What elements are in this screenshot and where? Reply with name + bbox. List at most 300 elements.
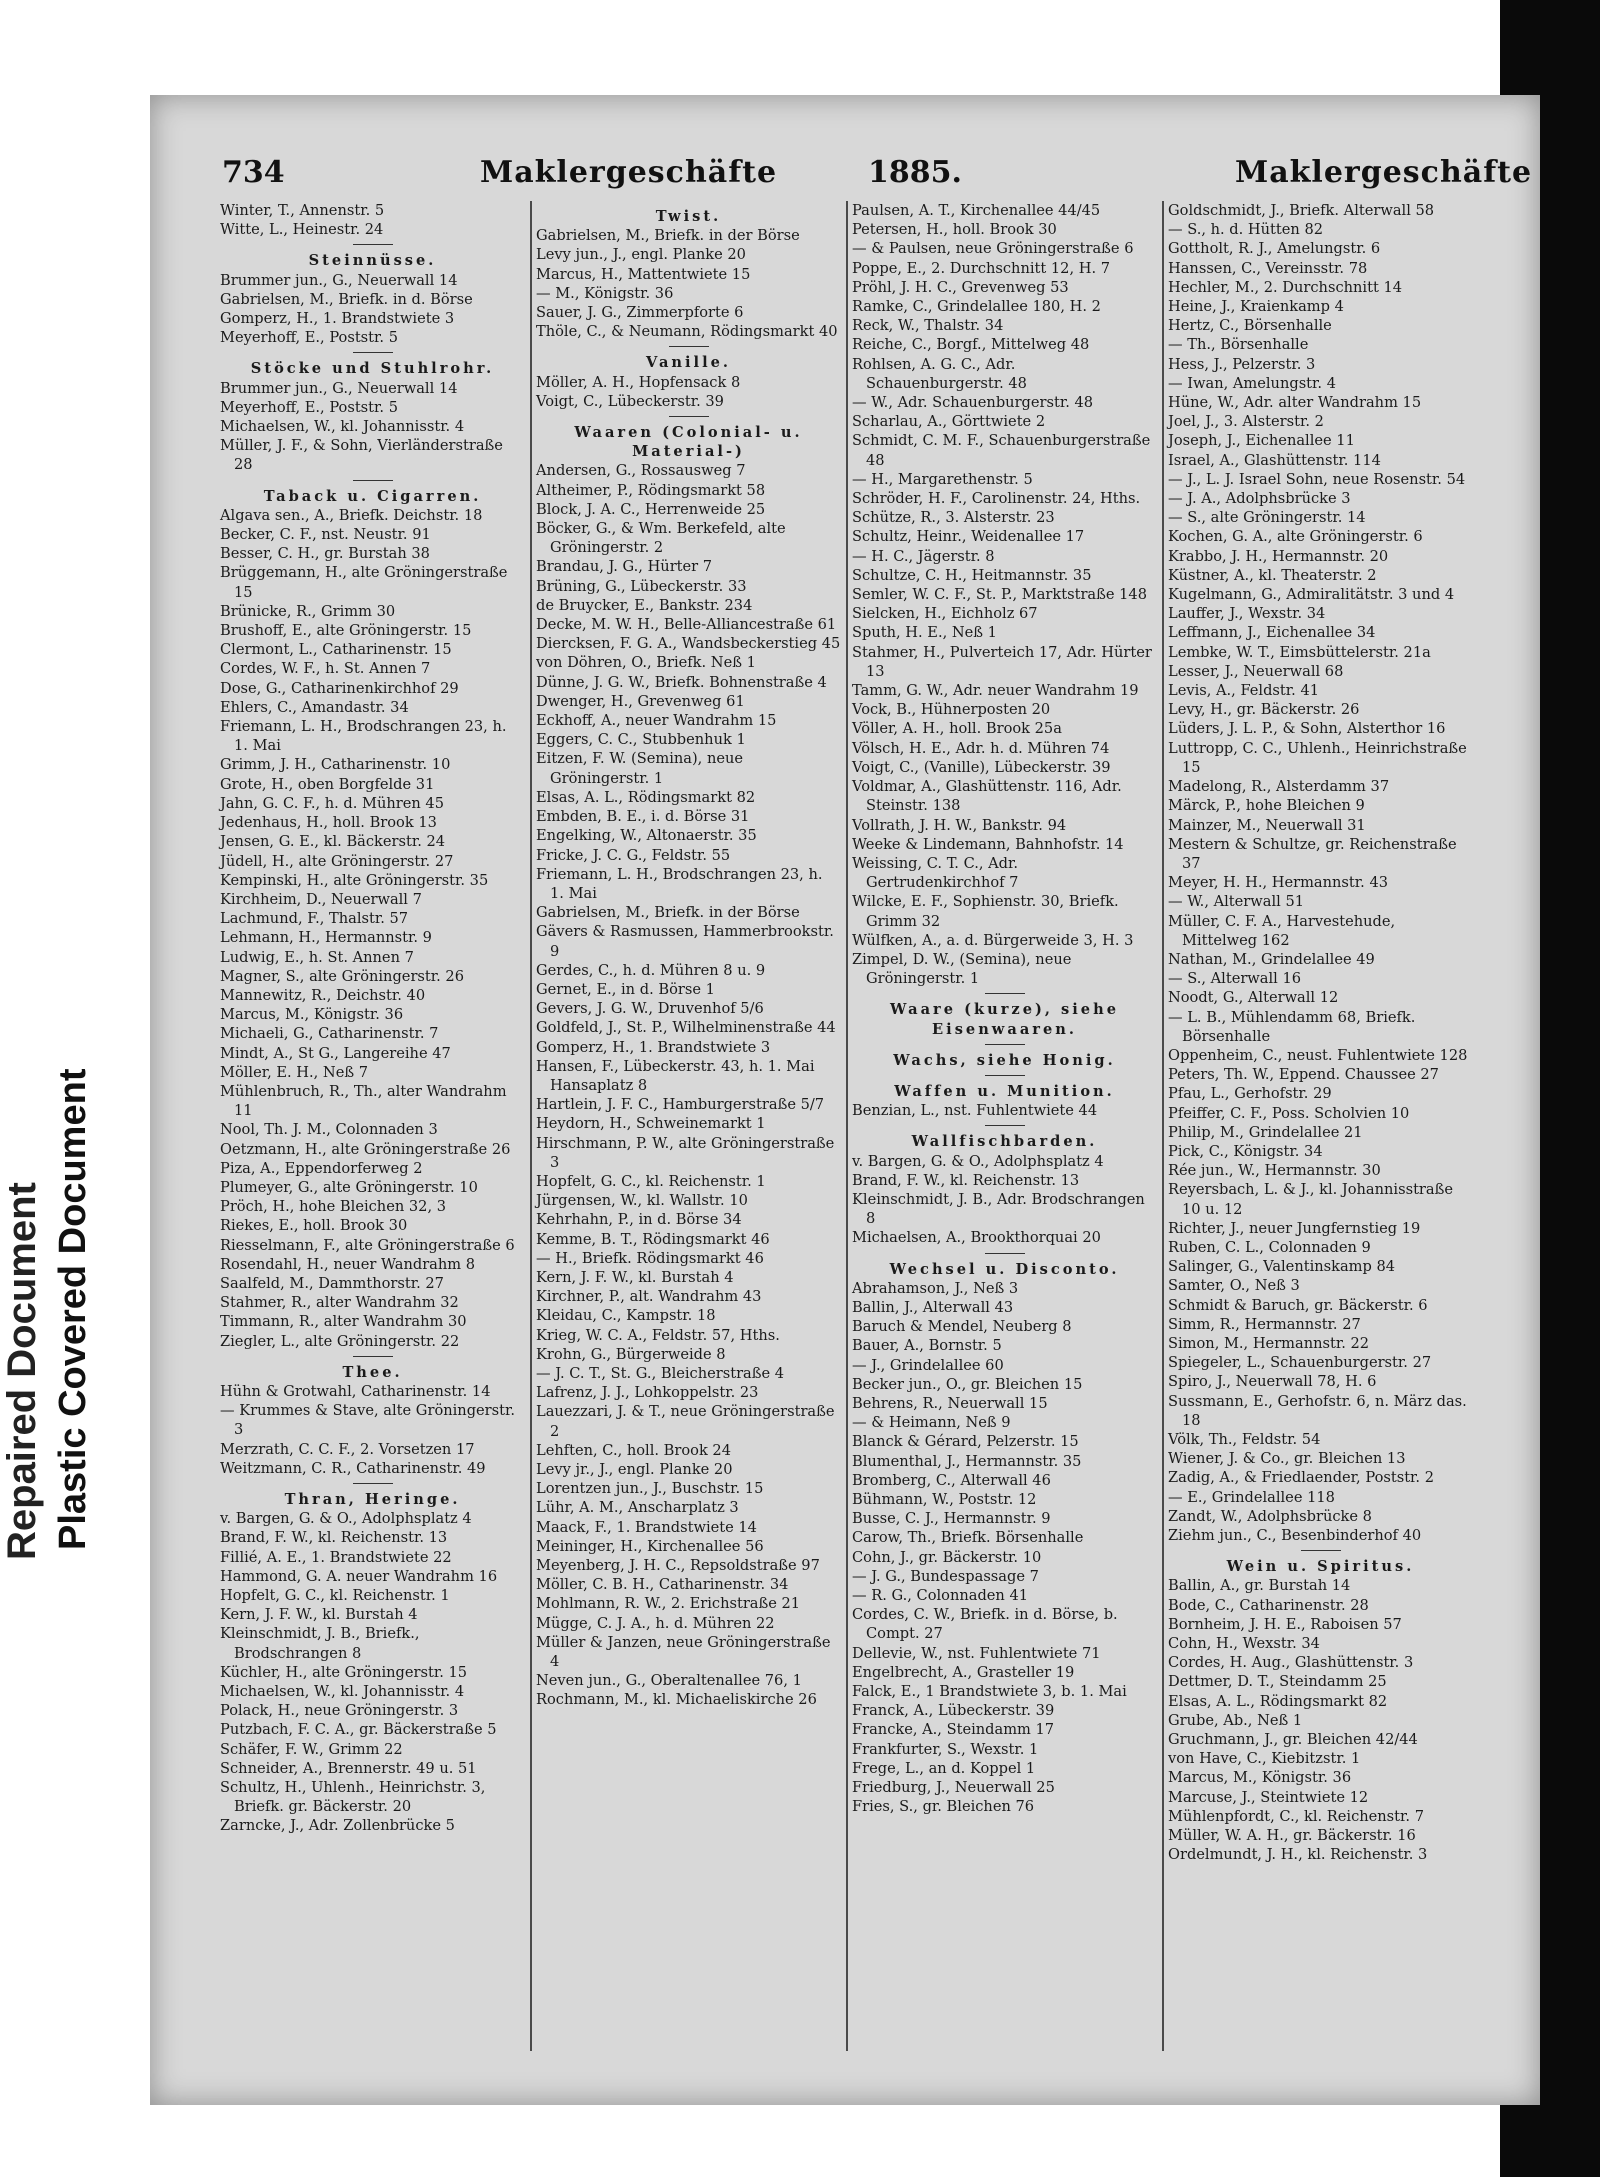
directory-entry: Block, J. A. C., Herrenweide 25	[536, 500, 766, 518]
directory-entry: Ziegler, L., alte Gröningerstr. 22	[220, 1332, 460, 1350]
directory-entry: — W., Alterwall 51	[1168, 893, 1305, 911]
directory-entry: Küchler, H., alte Gröningerstr. 15	[220, 1663, 468, 1681]
directory-entry: Weeke & Lindemann, Bahnhofstr. 14	[852, 835, 1124, 853]
directory-entry: Voldmar, A., Glashüttenstr. 116, Adr. Steinstr. 138	[852, 778, 1122, 815]
directory-entry: — & Paulsen, neue Gröningerstraße 6	[852, 240, 1134, 258]
directory-entry: Riekes, E., holl. Brook 30	[220, 1217, 408, 1235]
section-heading: Stöcke und Stuhlrohr.	[250, 360, 495, 378]
directory-entry: Hartlein, J. F. C., Hamburgerstraße 5/7	[536, 1096, 825, 1114]
directory-entry: — W., Adr. Schauenburgerstr. 48	[852, 394, 1094, 412]
directory-entry: Hammond, G. A. neuer Wandrahm 16	[220, 1567, 498, 1585]
directory-entry: Elsas, A. L., Rödingsmarkt 82	[1168, 1692, 1388, 1710]
directory-entry: Putzbach, F. C. A., gr. Bäckerstraße 5	[220, 1721, 497, 1739]
directory-entry: Eitzen, F. W. (Semina), neue Gröningerstr. 1	[536, 750, 744, 787]
directory-entry: — J., Grindelallee 60	[852, 1356, 1004, 1374]
directory-entry: Müller, W. A. H., gr. Bäckerstr. 16	[1168, 1827, 1416, 1845]
directory-entry: Ziehm jun., C., Besenbinderhof 40	[1168, 1527, 1422, 1545]
directory-entry: Petersen, H., holl. Brook 30	[852, 221, 1057, 239]
directory-entry: Behrens, R., Neuerwall 15	[852, 1394, 1048, 1412]
directory-entry: Gabrielsen, M., Briefk. in d. Börse	[220, 290, 473, 308]
directory-entry: Joseph, J., Eichenallee 11	[1168, 432, 1355, 450]
directory-entry: Brand, F. W., kl. Reichenstr. 13	[852, 1171, 1080, 1189]
directory-entry: — Th., Börsenhalle	[1168, 336, 1309, 354]
directory-entry: Hechler, M., 2. Durchschnitt 14	[1168, 278, 1403, 296]
directory-entry: — S., h. d. Hütten 82	[1168, 221, 1324, 239]
directory-entry: Andersen, G., Rossausweg 7	[536, 462, 746, 480]
page-header	[220, 155, 1533, 195]
directory-entry: Sauer, J. G., Zimmerpforte 6	[536, 304, 744, 322]
directory-entry: Voigt, C., Lübeckerstr. 39	[536, 392, 724, 410]
directory-entry: Sussmann, E., Gerhofstr. 6, n. März das. 18	[1168, 1392, 1467, 1429]
directory-entry: Jedenhaus, H., holl. Brook 13	[220, 814, 437, 832]
directory-entry: Hansen, F., Lübeckerstr. 43, h. 1. Mai Hansaplatz 8	[536, 1057, 815, 1094]
directory-entry: Hess, J., Pelzerstr. 3	[1168, 355, 1316, 373]
directory-entry: Paulsen, A. T., Kirchenallee 44/45	[852, 202, 1101, 219]
directory-entry: Völk, Th., Feldstr. 54	[1168, 1431, 1321, 1448]
directory-entry: Ehlers, C., Amandastr. 34	[220, 698, 409, 716]
directory-entry: Levy jr., J., engl. Planke 20	[536, 1461, 733, 1478]
directory-entry: Reck, W., Thalstr. 34	[852, 317, 1004, 335]
directory-entry: Riesselmann, F., alte Gröningerstraße 6	[220, 1236, 515, 1254]
directory-entry: Meininger, H., Kirchenallee 56	[536, 1537, 764, 1555]
directory-entry: Weitzmann, C. R., Catharinenstr. 49	[220, 1459, 486, 1477]
directory-entry: Lauezzari, J. & T., neue Gröningerstraße 2	[536, 1403, 835, 1440]
directory-entry: Schütze, R., 3. Alsterstr. 23	[852, 509, 1055, 527]
section-heading: Vanille.	[645, 354, 732, 372]
directory-entry: Benzian, L., nst. Fuhlentwiete 44	[852, 1102, 1098, 1120]
directory-entry: Kugelmann, G., Admiralitätstr. 3 und 4	[1168, 586, 1455, 604]
directory-entry: Michaelsen, W., kl. Johannisstr. 4	[220, 418, 465, 436]
directory-entry: Grote, H., oben Borgfelde 31	[220, 775, 435, 793]
section-title-left: Maklergeschäfte	[480, 155, 778, 190]
directory-column-1	[220, 201, 525, 1836]
directory-entry: Lehften, C., holl. Brook 24	[536, 1441, 731, 1459]
directory-entry: Blanck & Gérard, Pelzerstr. 15	[852, 1433, 1079, 1451]
directory-entry: Piza, A., Eppendorferweg 2	[220, 1159, 423, 1177]
directory-entry: Pfeiffer, C. F., Poss. Scholvien 10	[1168, 1104, 1410, 1122]
directory-entry: Kemme, B. T., Rödingsmarkt 46	[536, 1230, 770, 1248]
section-divider	[353, 1483, 393, 1484]
directory-entry: Brushoff, E., alte Gröningerstr. 15	[220, 622, 472, 640]
directory-entry: von Have, C., Kiebitzstr. 1	[1168, 1750, 1361, 1768]
directory-entry: Kern, J. F. W., kl. Burstah 4	[220, 1606, 418, 1624]
directory-entry: Eckhoff, A., neuer Wandrahm 15	[536, 712, 777, 730]
directory-entry: Heine, J., Kraienkamp 4	[1168, 298, 1344, 316]
directory-entry: v. Bargen, G. & O., Adolphsplatz 4	[852, 1152, 1104, 1170]
directory-entry: Algava sen., A., Briefk. Deichstr. 18	[220, 506, 483, 524]
directory-entry: Jüdell, H., alte Gröningerstr. 27	[220, 852, 454, 870]
directory-entry: Möller, E. H., Neß 7	[220, 1063, 369, 1081]
section-heading: Waaren (Colonial- u. Material-)	[574, 424, 803, 461]
directory-entry: Lehmann, H., Hermannstr. 9	[220, 929, 432, 947]
section-divider	[669, 416, 709, 417]
directory-entry: — M., Königstr. 36	[536, 284, 674, 302]
directory-entry: Heydorn, H., Schweinemarkt 1	[536, 1115, 766, 1133]
directory-entry: Blumenthal, J., Hermannstr. 35	[852, 1452, 1082, 1470]
directory-entry: Bornheim, J. H. E., Raboisen 57	[1168, 1615, 1402, 1633]
directory-entry: Cohn, H., Wexstr. 34	[1168, 1635, 1320, 1653]
directory-entry: Zimpel, D. W., (Semina), neue Gröningerstr. 1	[852, 950, 1072, 988]
directory-entry: Hüne, W., Adr. alter Wandrahm 15	[1168, 394, 1422, 412]
directory-entry: Ordelmundt, J. H., kl. Reichenstr. 3	[1168, 1846, 1428, 1864]
directory-entry: Mühlenbruch, R., Th., alter Wandrahm 11	[220, 1082, 507, 1120]
section-divider	[353, 1356, 393, 1357]
directory-entry: Schultz, Heinr., Weidenallee 17	[852, 528, 1085, 546]
directory-entry: Rohlsen, A. G. C., Adr. Schauenburgerstr. 48	[852, 355, 1027, 392]
column-rule	[1162, 201, 1164, 2051]
directory-entry: Pfau, L., Gerhofstr. 29	[1168, 1085, 1332, 1103]
directory-entry: Ludwig, E., h. St. Annen 7	[220, 948, 414, 966]
directory-entry: Michaelsen, A., Brookthorquai 20	[852, 1229, 1101, 1247]
directory-entry: — R. G., Colonnaden 41	[852, 1587, 1029, 1605]
directory-entry: Stahmer, R., alter Wandrahm 32	[220, 1294, 459, 1312]
column-rule	[530, 201, 532, 2051]
directory-entry: Stahmer, H., Pulverteich 17, Adr. Hürter 13	[852, 643, 1152, 680]
directory-entry: — H., Briefk. Rödingsmarkt 46	[536, 1249, 764, 1267]
section-heading: Wachs, siehe Honig.	[893, 1051, 1116, 1069]
directory-entry: Rée jun., W., Hermannstr. 30	[1168, 1162, 1381, 1180]
directory-entry: Jürgensen, W., kl. Wallstr. 10	[536, 1192, 748, 1210]
directory-entry: Simon, M., Hermannstr. 22	[1168, 1334, 1370, 1352]
directory-entry: Oetzmann, H., alte Gröningerstraße 26	[220, 1140, 511, 1158]
directory-entry: — S., Alterwall 16	[1168, 970, 1302, 988]
directory-entry: Gomperz, H., 1. Brandstwiete 3	[220, 310, 455, 328]
directory-entry: Philip, M., Grindelallee 21	[1168, 1123, 1363, 1141]
directory-column-2	[536, 201, 841, 1710]
directory-entry: Poppe, E., 2. Durchschnitt 12, H. 7	[852, 259, 1111, 277]
directory-entry: Levy jun., J., engl. Planke 20	[536, 246, 746, 264]
directory-entry: Brünicke, R., Grimm 30	[220, 602, 396, 620]
directory-page	[150, 95, 1540, 2105]
directory-entry: v. Bargen, G. & O., Adolphsplatz 4	[220, 1510, 472, 1528]
directory-entry: Mannewitz, R., Deichstr. 40	[220, 986, 426, 1004]
directory-entry: Zandt, W., Adolphsbrücke 8	[1168, 1507, 1372, 1525]
directory-entry: Saalfeld, M., Dammthorstr. 27	[220, 1274, 444, 1292]
directory-entry: Schultz, H., Uhlenh., Heinrichstr. 3, Briefk. gr. Bäckerstr. 20	[220, 1779, 486, 1816]
section-divider	[985, 1253, 1025, 1254]
directory-entry: Besser, C. H., gr. Burstah 38	[220, 545, 430, 563]
directory-entry: Joel, J., 3. Alsterstr. 2	[1168, 413, 1324, 431]
section-divider	[353, 480, 393, 481]
directory-entry: Völsch, H. E., Adr. h. d. Mühren 74	[852, 739, 1110, 757]
directory-entry: Brummer jun., G., Neuerwall 14	[220, 379, 458, 397]
directory-entry: Krieg, W. C. A., Feldstr. 57, Hths.	[536, 1326, 780, 1344]
directory-entry: Fricke, J. C. G., Feldstr. 55	[536, 846, 731, 864]
directory-entry: Michaeli, G., Catharinenstr. 7	[220, 1025, 439, 1043]
directory-entry: Lauffer, J., Wexstr. 34	[1168, 605, 1326, 623]
section-heading: Twist.	[655, 208, 722, 225]
page-number: 734	[222, 155, 285, 190]
directory-entry: Levy, H., gr. Bäckerstr. 26	[1168, 701, 1360, 719]
directory-entry: Märck, P., hohe Bleichen 9	[1168, 797, 1365, 815]
directory-entry: Krohn, G., Bürgerweide 8	[536, 1345, 726, 1363]
directory-entry: Gomperz, H., 1. Brandstwiete 3	[536, 1038, 771, 1056]
section-divider	[985, 1044, 1025, 1045]
section-heading: Wechsel u. Disconto.	[889, 1260, 1120, 1278]
column-rule	[846, 201, 848, 2051]
directory-entry: Brüggemann, H., alte Gröningerstraße 15	[220, 564, 508, 601]
section-heading: Thran, Heringe.	[284, 1491, 461, 1508]
directory-entry: Müller & Janzen, neue Gröningerstraße 4	[536, 1633, 831, 1671]
directory-entry: Böcker, G., & Wm. Berkefeld, alte Gröningerstr. 2	[536, 520, 786, 557]
directory-entry: Nool, Th. J. M., Colonnaden 3	[220, 1121, 438, 1139]
directory-entry: Brand, F. W., kl. Reichenstr. 13	[220, 1529, 448, 1547]
directory-entry: Reiche, C., Borgf., Mittelweg 48	[852, 336, 1090, 354]
directory-entry: Marcus, H., Mattentwiete 15	[536, 265, 751, 283]
section-heading: Taback u. Cigarren.	[263, 487, 482, 505]
directory-entry: Gevers, J. G. W., Druvenhof 5/6	[536, 1000, 764, 1018]
directory-entry: Leffmann, J., Eichenallee 34	[1168, 624, 1376, 642]
directory-entry: Sielcken, H., Eichholz 67	[852, 605, 1038, 623]
section-heading: Waffen u. Munition.	[894, 1082, 1115, 1100]
directory-entry: Kleinschmidt, J. B., Adr. Brodschrangen 8	[852, 1190, 1145, 1228]
directory-entry: Hopfelt, G. C., kl. Reichenstr. 1	[220, 1587, 450, 1605]
directory-entry: Engelking, W., Altonaerstr. 35	[536, 827, 757, 845]
directory-entry: Meyerhoff, E., Poststr. 5	[220, 329, 398, 347]
directory-entry: Maack, F., 1. Brandstwiete 14	[536, 1518, 757, 1536]
directory-entry: — J. A., Adolphsbrücke 3	[1168, 490, 1351, 508]
directory-entry: Mindt, A., St G., Langereihe 47	[220, 1044, 451, 1062]
directory-entry: Pröhl, J. H. C., Grevenweg 53	[852, 278, 1069, 296]
directory-entry: Merzrath, C. C. F., 2. Vorsetzen 17	[220, 1440, 475, 1458]
directory-entry: Mohlmann, R. W., 2. Erichstraße 21	[536, 1595, 801, 1613]
directory-entry: Dünne, J. G. W., Briefk. Bohnenstraße 4	[536, 673, 827, 691]
directory-entry: Gabrielsen, M., Briefk. in der Börse	[536, 904, 800, 922]
directory-entry: Vollrath, J. H. W., Bankstr. 94	[852, 816, 1067, 834]
directory-entry: Schmidt & Baruch, gr. Bäckerstr. 6	[1168, 1296, 1428, 1314]
directory-entry: Hopfelt, G. C., kl. Reichenstr. 1	[536, 1172, 766, 1190]
directory-entry: Carow, Th., Briefk. Börsenhalle	[852, 1529, 1084, 1547]
directory-entry: — J. G., Bundespassage 7	[852, 1567, 1039, 1585]
directory-entry: Möller, A. H., Hopfensack 8	[536, 373, 741, 391]
directory-entry: Noodt, G., Alterwall 12	[1168, 989, 1339, 1007]
directory-entry: — Iwan, Amelungstr. 4	[1168, 374, 1336, 392]
directory-entry: Tamm, G. W., Adr. neuer Wandrahm 19	[852, 682, 1139, 700]
directory-entry: Vock, B., Hühnerposten 20	[852, 701, 1051, 719]
directory-entry: Clermont, L., Catharinenstr. 15	[220, 641, 452, 659]
directory-entry: Bromberg, C., Alterwall 46	[852, 1471, 1051, 1489]
directory-entry: Kochen, G. A., alte Gröningerstr. 6	[1168, 528, 1423, 546]
directory-entry: Lembke, W. T., Eimsbüttelerstr. 21a	[1168, 643, 1431, 661]
directory-entry: Busse, C. J., Hermannstr. 9	[852, 1510, 1051, 1528]
directory-entry: de Bruycker, E., Bankstr. 234	[536, 596, 753, 614]
directory-entry: Goldfeld, J., St. P., Wilhelminenstraße 44	[536, 1019, 836, 1037]
directory-entry: Dwenger, H., Grevenweg 61	[536, 692, 745, 710]
directory-entry: Abrahamson, J., Neß 3	[852, 1279, 1019, 1297]
directory-entry: Schneider, A., Brennerstr. 49 u. 51	[220, 1759, 477, 1777]
directory-entry: Kirchheim, D., Neuerwall 7	[220, 890, 422, 908]
directory-entry: Mestern & Schultze, gr. Reichenstraße 37	[1168, 835, 1457, 872]
directory-entry: Decke, M. W. H., Belle-Alliancestraße 61	[536, 616, 837, 634]
directory-entry: Luttropp, C. C., Uhlenh., Heinrichstraße 15	[1168, 739, 1467, 776]
directory-entry: Frankfurter, S., Wexstr. 1	[852, 1740, 1039, 1758]
directory-entry: Lüders, J. L. P., & Sohn, Alsterthor 16	[1168, 720, 1446, 738]
directory-entry: Kempinski, H., alte Gröningerstr. 35	[220, 871, 489, 889]
section-heading: Wallfischbarden.	[911, 1133, 1098, 1151]
directory-entry: Cordes, H. Aug., Glashüttenstr. 3	[1168, 1654, 1414, 1672]
section-divider	[985, 1075, 1025, 1076]
directory-entry: Levis, A., Feldstr. 41	[1168, 682, 1320, 700]
section-heading: Thee.	[342, 1363, 403, 1381]
directory-entry: Ruben, C. L., Colonnaden 9	[1168, 1238, 1371, 1256]
directory-entry: Falck, E., 1 Brandstwiete 3, b. 1. Mai	[852, 1683, 1127, 1701]
directory-entry: Krabbo, J. H., Hermannstr. 20	[1168, 547, 1389, 565]
directory-entry: Dose, G., Catharinenkirchhof 29	[220, 679, 459, 697]
directory-entry: Dettmer, D. T., Steindamm 25	[1168, 1673, 1387, 1691]
directory-entry: Rochmann, M., kl. Michaeliskirche 26	[536, 1691, 817, 1709]
directory-entry: Jahn, G. C. F., h. d. Mühren 45	[220, 794, 444, 812]
directory-entry: Gottholt, R. J., Amelungstr. 6	[1168, 240, 1381, 258]
directory-entry: Diercksen, F. G. A., Wandsbeckerstieg 45	[536, 635, 841, 653]
directory-entry: — H., Margarethenstr. 5	[852, 470, 1033, 488]
directory-entry: von Döhren, O., Briefk. Neß 1	[536, 654, 756, 672]
directory-column-3	[852, 201, 1157, 1816]
directory-entry: Fillié, A. E., 1. Brandstwiete 22	[220, 1548, 452, 1566]
directory-entry: Lafrenz, J. J., Lohkoppelstr. 23	[536, 1384, 759, 1402]
directory-entry: Voigt, C., (Vanille), Lübeckerstr. 39	[852, 758, 1111, 776]
directory-entry: Cordes, C. W., Briefk. in d. Börse, b. Compt. 27	[852, 1606, 1118, 1643]
section-divider	[985, 993, 1025, 994]
directory-entry: Marcus, M., Königstr. 36	[1168, 1769, 1352, 1787]
directory-entry: Meyenberg, J. H. C., Repsoldstraße 97	[536, 1557, 820, 1575]
directory-entry: Lesser, J., Neuerwall 68	[1168, 662, 1344, 680]
directory-entry: Küstner, A., kl. Theaterstr. 2	[1168, 566, 1377, 584]
directory-entry: Wülfken, A., a. d. Bürgerweide 3, H. 3	[852, 931, 1134, 949]
directory-entry: Jensen, G. E., kl. Bäckerstr. 24	[220, 833, 446, 851]
directory-entry: Hanssen, C., Vereinsstr. 78	[1168, 259, 1368, 277]
directory-entry: Möller, C. B. H., Catharinenstr. 34	[536, 1576, 789, 1594]
directory-entry: Michaelsen, W., kl. Johannisstr. 4	[220, 1683, 465, 1701]
directory-entry: Schmidt, C. M. F., Schauenburgerstraße 48	[852, 432, 1151, 469]
directory-entry: Cohn, J., gr. Bäckerstr. 10	[852, 1548, 1042, 1566]
directory-entry: Thöle, C., & Neumann, Rödingsmarkt 40	[536, 323, 838, 341]
directory-entry: Mügge, C. J. A., h. d. Mühren 22	[536, 1614, 775, 1632]
directory-entry: Gernet, E., in d. Börse 1	[536, 980, 715, 998]
directory-entry: Samter, O., Neß 3	[1168, 1277, 1300, 1295]
section-heading: Waare (kurze), siehe Eisenwaaren.	[890, 1001, 1119, 1038]
directory-entry: — & Heimann, Neß 9	[852, 1414, 1011, 1432]
directory-entry: Mainzer, M., Neuerwall 31	[1168, 816, 1366, 834]
section-title-right: Maklergeschäfte	[1235, 155, 1533, 190]
directory-entry: Richter, J., neuer Jungfernstieg 19	[1168, 1219, 1421, 1237]
plastic-covered-label: Plastic Covered Document	[52, 1068, 94, 1550]
directory-entry: Scharlau, A., Görttwiete 2	[852, 413, 1046, 431]
directory-entry: Lorentzen jun., J., Buschstr. 15	[536, 1480, 764, 1498]
directory-entry: — L. B., Mühlendamm 68, Briefk. Börsenhalle	[1168, 1008, 1416, 1045]
directory-entry: Fries, S., gr. Bleichen 76	[852, 1798, 1035, 1816]
directory-entry: Gabrielsen, M., Briefk. in der Börse	[536, 227, 800, 245]
directory-entry: — J., L. J. Israel Sohn, neue Rosenstr. 54	[1168, 470, 1466, 488]
directory-entry: Gävers & Rasmussen, Hammerbrookstr. 9	[536, 923, 834, 960]
directory-entry: Meyer, H. H., Hermannstr. 43	[1168, 874, 1389, 892]
directory-entry: Dellevie, W., nst. Fuhlentwiete 71	[852, 1644, 1101, 1662]
section-divider	[1301, 1550, 1341, 1551]
directory-entry: Wilcke, E. F., Sophienstr. 30, Briefk. Grimm 32	[852, 893, 1119, 930]
directory-entry: Meyerhoff, E., Poststr. 5	[220, 398, 398, 416]
directory-entry: Altheimer, P., Rödingsmarkt 58	[536, 481, 766, 499]
directory-entry: Winter, T., Annenstr. 5	[220, 202, 385, 219]
directory-entry: Plumeyer, G., alte Gröningerstr. 10	[220, 1178, 478, 1196]
directory-entry: — H. C., Jägerstr. 8	[852, 547, 995, 565]
directory-entry: Spiegeler, L., Schauenburgerstr. 27	[1168, 1354, 1432, 1372]
directory-entry: Eggers, C. C., Stubbenhuk 1	[536, 731, 746, 749]
directory-entry: Salinger, G., Valentinskamp 84	[1168, 1258, 1396, 1276]
directory-entry: Gruchmann, J., gr. Bleichen 42/44	[1168, 1731, 1418, 1749]
directory-entry: Peters, Th. W., Eppend. Chaussee 27	[1168, 1066, 1439, 1084]
directory-entry: Ballin, A., gr. Burstah 14	[1168, 1577, 1351, 1595]
directory-entry: Pröch, H., hohe Bleichen 32, 3	[220, 1198, 447, 1216]
directory-entry: — Krummes & Stave, alte Gröningerstr. 3	[220, 1402, 516, 1439]
directory-entry: Grube, Ab., Neß 1	[1168, 1711, 1303, 1729]
directory-entry: Simm, R., Hermannstr. 27	[1168, 1315, 1361, 1333]
directory-entry: Franck, A., Lübeckerstr. 39	[852, 1702, 1055, 1720]
repaired-document-label: Repaired Document	[0, 1182, 44, 1560]
directory-entry: Friemann, L. H., Brodschrangen 23, h. 1. Mai	[220, 718, 507, 755]
directory-entry: Friedburg, J., Neuerwall 25	[852, 1779, 1055, 1797]
directory-entry: Israel, A., Glashüttenstr. 114	[1168, 451, 1381, 469]
directory-entry: — J. C. T., St. G., Bleicherstraße 4	[536, 1364, 785, 1382]
directory-entry: Grimm, J. H., Catharinenstr. 10	[220, 756, 451, 774]
directory-entry: Schröder, H. F., Carolinenstr. 24, Hths.	[852, 490, 1141, 508]
section-divider	[985, 1125, 1025, 1126]
directory-entry: Cordes, W. F., h. St. Annen 7	[220, 660, 431, 678]
directory-entry: Reyersbach, L. & J., kl. Johannisstraße 10 u. 12	[1168, 1181, 1453, 1218]
section-divider	[353, 244, 393, 245]
section-heading: Steinnüsse.	[308, 252, 437, 270]
directory-entry: Mühlenpfordt, C., kl. Reichenstr. 7	[1168, 1807, 1424, 1825]
section-divider	[669, 346, 709, 347]
directory-entry: Oppenheim, C., neust. Fuhlentwiete 128	[1168, 1046, 1468, 1064]
directory-entry: Hertz, C., Börsenhalle	[1168, 317, 1332, 335]
directory-entry: Zarncke, J., Adr. Zollenbrücke 5	[220, 1817, 455, 1835]
directory-entry: Kirchner, P., alt. Wandrahm 43	[536, 1288, 762, 1306]
directory-entry: Hühn & Grotwahl, Catharinenstr. 14	[220, 1382, 491, 1400]
directory-entry: Lühr, A. M., Anscharplatz 3	[536, 1499, 739, 1517]
directory-entry: Bauer, A., Bornstr. 5	[852, 1337, 1002, 1355]
directory-entry: Schäfer, F. W., Grimm 22	[220, 1740, 403, 1758]
directory-entry: Frege, L., an d. Koppel 1	[852, 1759, 1036, 1777]
section-heading: Wein u. Spiritus.	[1226, 1558, 1415, 1576]
directory-entry: Marcus, M., Königstr. 36	[220, 1006, 404, 1024]
directory-entry: Weissing, C. T. C., Adr. Gertrudenkirchhof 7	[852, 854, 1019, 892]
directory-entry: Ballin, J., Alterwall 43	[852, 1298, 1014, 1316]
directory-entry: Brandau, J. G., Hürter 7	[536, 558, 713, 576]
directory-entry: Goldschmidt, J., Briefk. Alterwall 58	[1168, 202, 1435, 219]
directory-entry: Friemann, L. H., Brodschrangen 23, h. 1. Mai	[536, 865, 823, 902]
directory-entry: Brüning, G., Lübeckerstr. 33	[536, 577, 747, 595]
directory-entry: Völler, A. H., holl. Brook 25a	[852, 720, 1062, 738]
directory-entry: Engelbrecht, A., Grasteller 19	[852, 1663, 1075, 1681]
directory-entry: Zadig, A., & Friedlaender, Poststr. 2	[1168, 1469, 1434, 1487]
directory-entry: Gerdes, C., h. d. Mühren 8 u. 9	[536, 961, 766, 979]
directory-entry: Müller, C. F. A., Harvestehude, Mittelweg 162	[1168, 912, 1396, 949]
directory-entry: Madelong, R., Alsterdamm 37	[1168, 778, 1390, 796]
directory-entry: Becker, C. F., nst. Neustr. 91	[220, 526, 431, 544]
directory-entry: Kleinschmidt, J. B., Briefk., Brodschrangen 8	[220, 1625, 420, 1662]
directory-entry: Rosendahl, H., neuer Wandrahm 8	[220, 1255, 476, 1273]
section-divider	[353, 352, 393, 353]
page-year: 1885.	[868, 155, 962, 190]
directory-entry: Kern, J. F. W., kl. Burstah 4	[536, 1268, 734, 1286]
directory-entry: Sputh, H. E., Neß 1	[852, 624, 997, 642]
directory-entry: Timmann, R., alter Wandrahm 30	[220, 1313, 467, 1331]
directory-entry: Francke, A., Steindamm 17	[852, 1721, 1055, 1739]
directory-entry: Pick, C., Königstr. 34	[1168, 1142, 1323, 1160]
directory-entry: Embden, B. E., i. d. Börse 31	[536, 808, 750, 826]
directory-entry: Brummer jun., G., Neuerwall 14	[220, 271, 458, 289]
directory-column-4	[1168, 201, 1473, 1864]
directory-entry: Müller, J. F., & Sohn, Vierländerstraße 28	[220, 437, 503, 474]
